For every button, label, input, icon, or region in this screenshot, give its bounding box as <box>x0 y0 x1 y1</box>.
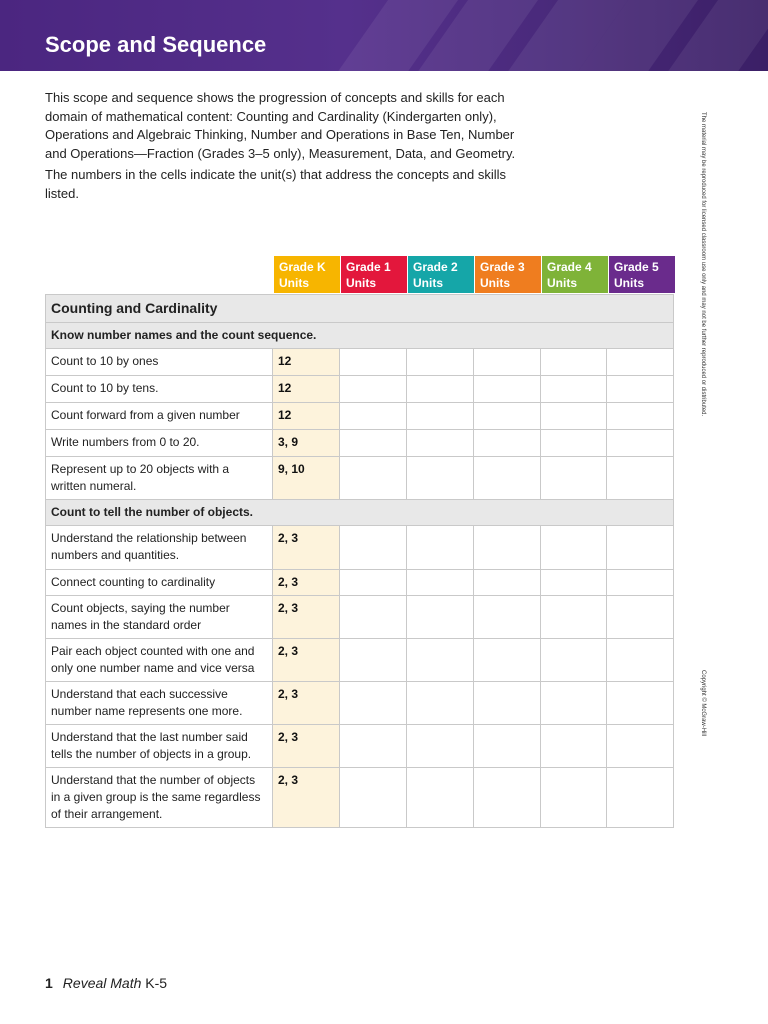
header-banner <box>0 0 768 71</box>
table-row <box>46 349 674 376</box>
page-footer <box>45 975 167 991</box>
cluster-title: Know number names and the count sequence. <box>46 323 674 349</box>
skill-cell: Understand that each successive number name represents one more. <box>46 682 273 725</box>
scope-table <box>45 294 674 828</box>
grade-k-header: Grade K Units <box>274 256 341 294</box>
grade-header <box>45 255 676 294</box>
intro-paragraph-2: The numbers in the cells indicate the unit(s) that address the concepts and skills listed. <box>45 167 507 201</box>
grade-k-cell: 2, 3 <box>273 639 340 682</box>
skill-cell: Understand the relationship between numbers and quantities. <box>46 526 273 570</box>
book-title: Reveal Math <box>62 975 142 991</box>
grade-3-header: Grade 3 Units <box>475 256 542 294</box>
grade-2-header: Grade 2 Units <box>408 256 475 294</box>
page-number: 1 <box>45 975 53 991</box>
table-row <box>46 725 674 768</box>
skill-cell: Count objects, saying the number names in the standard order <box>46 596 273 639</box>
table-row <box>46 639 674 682</box>
grade-k-cell: 3, 9 <box>273 430 340 457</box>
skill-cell: Pair each object counted with one and only one number name and vice versa <box>46 639 273 682</box>
page-title: Scope and Sequence <box>45 32 267 57</box>
grade-k-cell: 9, 10 <box>273 457 340 500</box>
skill-cell: Count to 10 by tens. <box>46 376 273 403</box>
copyright-note: Copyright © McGraw-Hill <box>700 670 706 737</box>
grade-k-cell: 2, 3 <box>273 570 340 596</box>
skill-cell: Understand that the number of objects in a given group is the same regardless of their arrangement. <box>46 768 273 828</box>
table-row <box>46 596 674 639</box>
grade-k-cell: 2, 3 <box>273 768 340 828</box>
table-row <box>46 768 674 828</box>
grade-k-cell: 12 <box>273 403 340 430</box>
skill-cell: Write numbers from 0 to 20. <box>46 430 273 457</box>
grade-k-cell: 2, 3 <box>273 596 340 639</box>
table-row <box>46 570 674 596</box>
license-note: The material may be reproduced for licensed classroom use only and may not be further reproduced or distributed. <box>700 112 706 417</box>
table-row <box>46 682 674 725</box>
skill-cell: Represent up to 20 objects with a written numeral. <box>46 457 273 500</box>
grade-k-cell: 12 <box>273 349 340 376</box>
intro-paragraph-1: This scope and sequence shows the progression of concepts and skills for each domain of mathematical content: Counting and Cardinality (Kindergarten only), Operations and Algebraic Thinking, Number and Operations in Base Ten, Number and Operations—Fraction (Grades 3–5 only), Measurement, Data, and Geometry. <box>45 90 516 161</box>
grade-k-cell: 2, 3 <box>273 682 340 725</box>
grade-k-cell: 12 <box>273 376 340 403</box>
table-row <box>46 430 674 457</box>
grade-5-header: Grade 5 Units <box>609 256 676 294</box>
intro-text <box>45 89 535 206</box>
table-row <box>46 526 674 570</box>
skill-cell: Connect counting to cardinality <box>46 570 273 596</box>
grade-k-cell: 2, 3 <box>273 725 340 768</box>
grade-1-header: Grade 1 Units <box>341 256 408 294</box>
domain-title: Counting and Cardinality <box>46 295 674 323</box>
grade-4-header: Grade 4 Units <box>542 256 609 294</box>
skill-cell: Count forward from a given number <box>46 403 273 430</box>
table-row <box>46 457 674 500</box>
skill-cell: Understand that the last number said tells the number of objects in a group. <box>46 725 273 768</box>
table-row <box>46 376 674 403</box>
grade-k-cell: 2, 3 <box>273 526 340 570</box>
table-row <box>46 403 674 430</box>
book-grades: K-5 <box>141 975 168 991</box>
cluster-title: Count to tell the number of objects. <box>46 500 674 526</box>
skill-cell: Count to 10 by ones <box>46 349 273 376</box>
